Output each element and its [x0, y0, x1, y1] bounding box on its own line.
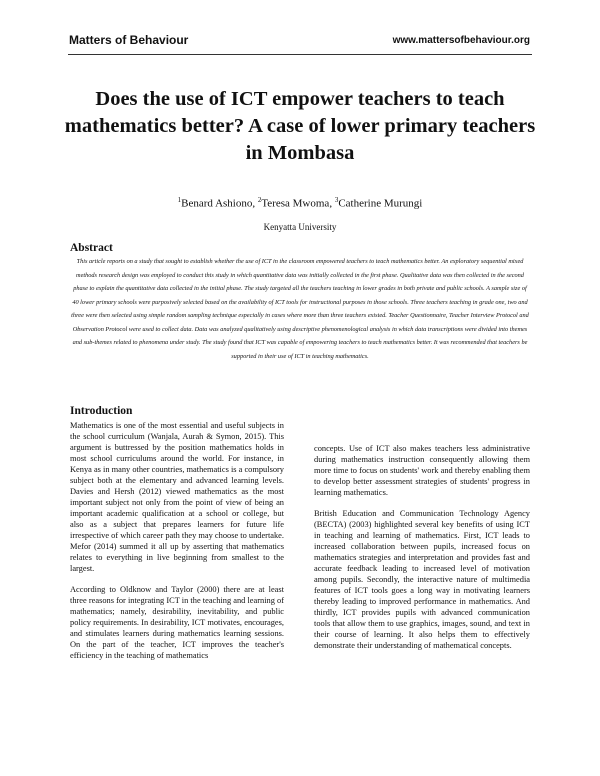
author-name: Teresa Mwoma, — [261, 197, 335, 210]
right-column — [314, 443, 530, 661]
author-name: Benard Ashiono, — [181, 197, 258, 210]
abstract-text: This article reports on a study that sought to establish whether the use of ICT in the classroom empowered teachers to teach mathematics better. An exploratory sequential mixed methods research design was employed to conduct this study in which quantitative data was initially collected in the first phase. Qualitative data was then collected in the second phase to explain the quantitative data collected in the initial phase. The study targeted all the teachers teaching in lower grades in both private and public schools. A sample size of 40 lower primary schools were purposively selected based on the availability of ICT tools for instructional purposes in those schools. Three teachers teaching in grade one, two and three were then selected using simple random sampling technique especially in cases where more than three teachers existed. Teacher Questionnaire, Teacher Interview Protocol and Observation Protocol were used to collect data. Data was analyzed qualitatively using descriptive phenomenological analysis in which data transcriptions were divided into themes and sub-themes related to phenomena under study. The study found that ICT was capable of empowering teachers to teach mathematics better. It was recommended that teachers be supported in their use of ICT in teaching mathematics. — [71, 258, 529, 360]
introduction-heading: Introduction — [70, 405, 133, 417]
author-name: Catherine Murungi — [338, 197, 423, 210]
journal-name: Matters of Behaviour — [69, 33, 189, 47]
paragraph: According to Oldknow and Taylor (2000) there are at least three reasons for integrating ICT in the teaching and learning of mathematics; namely, desirability, inevitability, and public policy requirements. In desirability, ICT motivates, encourages, and stimulates learners during mathematics learning sessions. On the part of the teacher, ICT improves the teacher's efficiency in the teaching of mathematics — [70, 585, 284, 660]
header-rule — [68, 54, 532, 55]
author-number: 3 — [334, 196, 339, 204]
paper-title: Does the use of ICT empower teachers to teach mathematics better? A case of lower primary teachers in Mombasa — [64, 88, 536, 164]
journal-website[interactable]: www.mattersofbehaviour.org — [392, 35, 530, 46]
paragraph: British Education and Communication Technology Agency (BECTA) (2003) highlighted several key benefits of using ICT in teaching and learning of mathematics. First, ICT leads to increased collaboration between pupils, increased focus on mathematics strategies and interpretation and provides fast and accurate feedback leading to increased level of motivation among pupils. Secondly, the interactive nature of multimedia features of ICT tools goes a long way in motivating learners thereby leading to improved performance in mathematics. And thirdly, ICT provides pupils with advanced communication tools that allow them to use graphics, images, sound, and text in their course of learning. It also helps them to effectively demonstrate their understanding of mathematical concepts. — [314, 509, 530, 650]
author-list — [0, 196, 600, 210]
author-number: 1 — [177, 196, 182, 204]
paragraph: concepts. Use of ICT also makes teachers less administrative during mathematics instruction consequently allowing them more time to focus on students' work and thereby enabling them to develop better assessment strategies of students' progress in learning mathematics. — [314, 444, 530, 497]
left-column — [70, 420, 284, 671]
author-number: 2 — [257, 196, 262, 204]
abstract-heading: Abstract — [70, 242, 113, 254]
paragraph: Mathematics is one of the most essential and useful subjects in the school curriculum (Wanjala, Aurah & Symon, 2015). This argument is buttressed by the position mathematics holds in most school curriculums around the world. For instance, in Kenya as in many other countries, mathematics is a compulsory subject both at the elementary and advanced learning levels. Davies and Hersh (2012) viewed mathematics as the most important subject not only from the point of view of being an important academic qualification at a school or college, but also as a subject that prepares learners for future life irrespective of which career path they may choose to undertake. Mefor (2014) summed it all up by asserting that mathematics relates to everything in live beginning from smallest to the largest. — [70, 421, 284, 573]
affiliation: Kenyatta University — [263, 222, 337, 232]
